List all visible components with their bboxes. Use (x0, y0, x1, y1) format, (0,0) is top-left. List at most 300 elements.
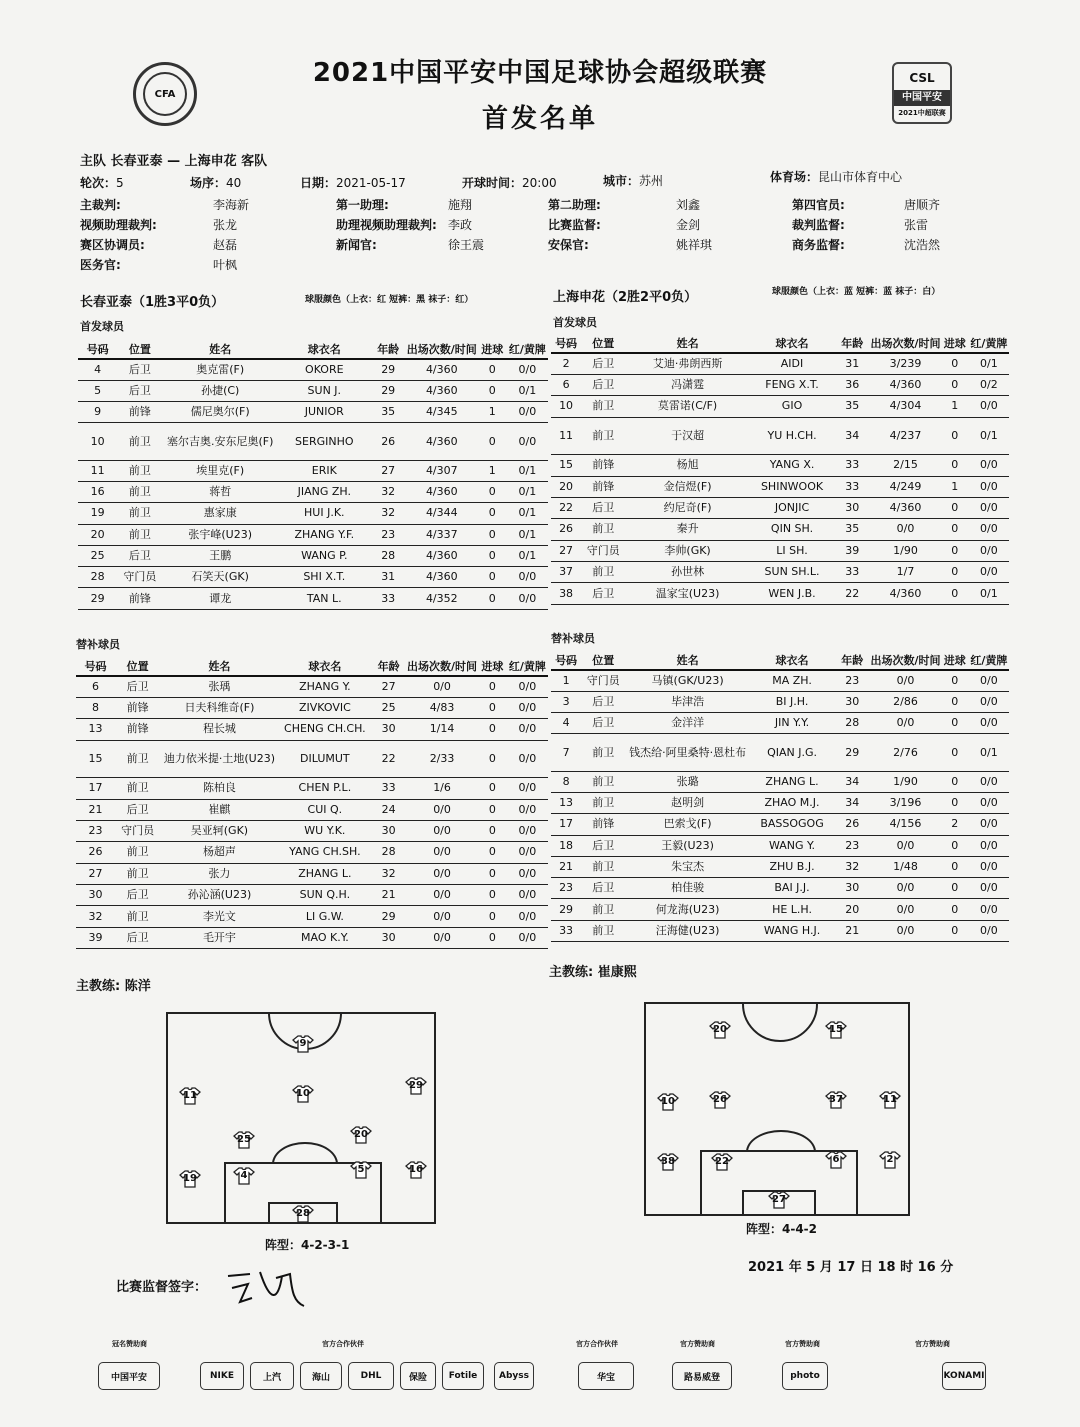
table-cell: 0/1 (507, 460, 548, 481)
table-cell: FENG X.T. (750, 374, 834, 395)
table-cell: 0/0 (870, 519, 940, 540)
table-cell: 前锋 (115, 719, 160, 740)
table-cell: 冯潇霆 (625, 374, 750, 395)
table-cell: 0/0 (507, 863, 548, 884)
table-cell: MAO K.Y. (279, 927, 372, 948)
official-name: 刘鑫 (676, 198, 701, 212)
official-label: 第一助理: (336, 198, 389, 212)
table-cell: 11 (551, 417, 581, 454)
title-sponsor-label: 冠名赞助商 (112, 1340, 147, 1348)
table-cell: 18 (551, 835, 581, 856)
table-row (76, 697, 548, 718)
official-name: 张龙 (213, 218, 238, 232)
player-shirt-icon (292, 1205, 314, 1223)
table-cell: 守门员 (115, 820, 160, 841)
table-cell: 守门员 (581, 670, 625, 691)
table-cell: 2/15 (870, 455, 940, 476)
column-header: 出场次数/时间 (406, 657, 478, 676)
table-cell: 0/0 (406, 820, 478, 841)
table-cell: 0/0 (507, 567, 548, 588)
table-cell: 于汉超 (625, 417, 750, 454)
table-cell: 0 (478, 927, 507, 948)
table-cell: 0 (941, 540, 969, 561)
player-shirt-number: 11 (183, 1090, 197, 1101)
column-header: 进球 (941, 651, 969, 670)
supplier-label-2: 官方赞助商 (785, 1340, 820, 1348)
table-cell: 0 (478, 863, 507, 884)
table-cell: 0 (941, 899, 969, 920)
city-label: 城市： (603, 174, 640, 188)
table-cell: ZHANG L. (279, 863, 372, 884)
official-label: 安保官: (548, 238, 589, 252)
table-cell: 0 (941, 417, 969, 454)
column-header: 出场次数/时间 (870, 651, 940, 670)
official-label: 视频助理裁判: (80, 218, 157, 232)
table-cell: 前卫 (581, 899, 625, 920)
table-cell: 32 (76, 906, 115, 927)
table-row (76, 906, 548, 927)
table-cell: 迪力依米提·土地(U23) (160, 740, 278, 777)
table-cell: SUN SH.L. (750, 562, 834, 583)
table-cell: 前卫 (117, 460, 162, 481)
table-cell: 0/0 (507, 842, 548, 863)
table-cell: 陈柏良 (160, 778, 278, 799)
table-cell: 0 (478, 676, 507, 697)
table-cell: 25 (78, 545, 117, 566)
table-cell: 24 (371, 799, 406, 820)
table-cell: 27 (551, 540, 581, 561)
table-cell: 4/83 (406, 697, 478, 718)
table-cell: JIN Y.Y. (750, 713, 834, 734)
table-cell: 0/1 (969, 734, 1009, 771)
table-cell: 27 (76, 863, 115, 884)
sponsor-logo: photo (782, 1362, 828, 1390)
table-cell: BAI J.J. (750, 878, 834, 899)
player-shirt-number: 25 (237, 1134, 251, 1145)
player-shirt-number: 10 (296, 1088, 310, 1099)
player-shirt-number: 28 (296, 1208, 310, 1219)
column-header: 红/黄牌 (507, 657, 548, 676)
table-cell: 0 (478, 842, 507, 863)
home-starters-table (78, 340, 548, 610)
table-cell: 0/0 (969, 899, 1009, 920)
table-cell: 0/0 (969, 540, 1009, 561)
table-cell: 0/0 (406, 885, 478, 906)
table-cell: 21 (76, 799, 115, 820)
title-sponsor-logo: 中国平安 (98, 1362, 160, 1390)
table-cell: 35 (834, 396, 870, 417)
table-row (551, 814, 1009, 835)
table-cell: HE L.H. (750, 899, 834, 920)
table-cell: 0/0 (969, 920, 1009, 941)
table-cell: WANG H.J. (750, 920, 834, 941)
table-row (76, 799, 548, 820)
away-team: 上海申花 (184, 154, 237, 169)
table-cell: 马镇(GK/U23) (625, 670, 750, 691)
table-row (551, 497, 1009, 518)
table-cell: SHINWOOK (750, 476, 834, 497)
table-cell: 杨旭 (625, 455, 750, 476)
table-row (551, 835, 1009, 856)
table-cell: 15 (551, 455, 581, 476)
match-no-info (190, 174, 241, 191)
table-cell: ZIVKOVIC (279, 697, 372, 718)
table-cell: 0/0 (969, 455, 1009, 476)
table-row (551, 899, 1009, 920)
player-shirt-icon (179, 1170, 201, 1188)
table-cell: 10 (78, 423, 117, 460)
table-cell: 30 (371, 719, 406, 740)
table-cell: 0/1 (969, 583, 1009, 604)
table-cell: JONJIC (750, 497, 834, 518)
table-cell: 0/0 (507, 885, 548, 906)
table-cell: 1/6 (406, 778, 478, 799)
table-cell: 33 (834, 562, 870, 583)
table-cell: 0 (941, 920, 969, 941)
table-cell: 35 (371, 402, 406, 423)
table-cell: 15 (76, 740, 115, 777)
official-label: 赛区协调员: (80, 238, 145, 252)
player-shirt-icon (825, 1091, 847, 1109)
table-cell: 奥克雷(F) (163, 359, 278, 380)
sponsor-logo: Abyss (494, 1362, 534, 1390)
table-cell: 4/360 (870, 374, 940, 395)
table-cell: ZHAO M.J. (750, 792, 834, 813)
table-header-row (551, 651, 1009, 670)
table-row (551, 562, 1009, 583)
table-cell: 前卫 (115, 863, 160, 884)
table-cell: 2 (551, 353, 581, 374)
table-cell: 21 (834, 920, 870, 941)
city-value: 苏州 (639, 174, 664, 188)
date-value: 2021-05-17 (336, 176, 406, 190)
table-row (551, 792, 1009, 813)
table-cell: 0 (941, 670, 969, 691)
table-cell: 何龙海(U23) (625, 899, 750, 920)
table-cell: YANG CH.SH. (279, 842, 372, 863)
table-cell: 0 (941, 691, 969, 712)
table-cell: 0/0 (507, 402, 548, 423)
table-cell: 后卫 (581, 374, 625, 395)
table-cell: 塞尔吉奥.安东尼奥(F) (163, 423, 278, 460)
table-cell: 1/90 (870, 540, 940, 561)
table-cell: SHI X.T. (278, 567, 371, 588)
table-header-row (78, 340, 548, 359)
table-cell: 0/0 (406, 842, 478, 863)
table-cell: 2/76 (870, 734, 940, 771)
table-cell: 0/0 (969, 814, 1009, 835)
csl-logo-year: 2021中超联赛 (898, 109, 946, 117)
round-label: 轮次： (80, 176, 117, 190)
table-row (78, 423, 548, 460)
table-cell: 艾迪·弗朗西斯 (625, 353, 750, 374)
table-cell: 0/1 (969, 353, 1009, 374)
column-header: 红/黄牌 (507, 340, 548, 359)
home-formation-pitch (166, 1012, 436, 1224)
table-cell: 0/0 (406, 799, 478, 820)
partner-label-1: 官方合作伙伴 (322, 1340, 364, 1348)
sponsor-logo: DHL (348, 1362, 394, 1390)
table-cell: LI SH. (750, 540, 834, 561)
table-cell: 前锋 (581, 476, 625, 497)
table-cell: 李帅(GK) (625, 540, 750, 561)
table-cell: 0 (941, 497, 969, 518)
column-header: 位置 (117, 340, 162, 359)
table-row (76, 820, 548, 841)
table-cell: 莫雷诺(C/F) (625, 396, 750, 417)
table-cell: 后卫 (581, 497, 625, 518)
table-cell: 33 (551, 920, 581, 941)
table-row (76, 863, 548, 884)
official-name: 唐顺齐 (904, 198, 941, 212)
table-cell: ZHANG Y. (279, 676, 372, 697)
player-shirt-number: 2 (886, 1154, 894, 1165)
table-cell: 2 (941, 814, 969, 835)
table-cell: 3/196 (870, 792, 940, 813)
table-cell: 0/0 (969, 497, 1009, 518)
table-cell: 张瑀 (160, 676, 278, 697)
table-cell: 26 (551, 519, 581, 540)
table-cell: 0/0 (406, 927, 478, 948)
table-cell: 后卫 (581, 691, 625, 712)
table-cell: 0 (941, 835, 969, 856)
table-cell: 23 (834, 835, 870, 856)
table-row (551, 396, 1009, 417)
table-cell: 30 (371, 820, 406, 841)
table-cell: 29 (551, 899, 581, 920)
table-cell: 3/239 (870, 353, 940, 374)
away-starters-label: 首发球员 (553, 316, 597, 329)
table-cell: 前卫 (117, 503, 162, 524)
column-header: 年龄 (371, 340, 406, 359)
table-cell: 0/1 (969, 417, 1009, 454)
table-cell: 29 (371, 359, 406, 380)
table-cell: 惠家康 (163, 503, 278, 524)
table-cell: 4/360 (406, 545, 478, 566)
table-cell: 1 (478, 460, 507, 481)
table-row (78, 380, 548, 401)
column-header: 姓名 (160, 657, 278, 676)
table-cell: 0/0 (870, 899, 940, 920)
table-row (551, 455, 1009, 476)
table-cell: 0 (941, 792, 969, 813)
table-cell: ZHANG Y.F. (278, 524, 371, 545)
table-cell: 巴索戈(F) (625, 814, 750, 835)
supervisor-signature (220, 1262, 310, 1312)
table-cell: 后卫 (115, 799, 160, 820)
table-cell: 0/0 (507, 359, 548, 380)
table-cell: 0/0 (507, 719, 548, 740)
column-header: 年龄 (834, 651, 870, 670)
table-cell: 21 (371, 885, 406, 906)
kickoff-info (462, 174, 557, 191)
official-name: 徐王震 (448, 238, 485, 252)
page-title: 2021中国平安中国足球协会超级联赛 (312, 58, 768, 88)
official-name: 张雷 (904, 218, 929, 232)
column-header: 位置 (581, 651, 625, 670)
table-cell: 0/0 (969, 476, 1009, 497)
table-cell: 前锋 (117, 402, 162, 423)
table-cell: 吴亚轲(GK) (160, 820, 278, 841)
table-cell: 前卫 (581, 920, 625, 941)
column-header: 位置 (115, 657, 160, 676)
table-cell: 前卫 (115, 740, 160, 777)
table-cell: 4/360 (870, 497, 940, 518)
table-cell: 10 (551, 396, 581, 417)
column-header: 号码 (76, 657, 115, 676)
table-cell: 毛开宇 (160, 927, 278, 948)
column-header: 进球 (478, 340, 507, 359)
table-cell: 22 (551, 497, 581, 518)
table-cell: 前卫 (581, 856, 625, 877)
table-cell: 前锋 (117, 588, 162, 609)
table-cell: 4/360 (870, 583, 940, 604)
table-cell: 0 (478, 380, 507, 401)
table-cell: 0 (478, 697, 507, 718)
column-header: 姓名 (625, 334, 750, 353)
table-cell: 0 (478, 740, 507, 777)
table-cell: WANG Y. (750, 835, 834, 856)
column-header: 位置 (581, 334, 625, 353)
column-header: 姓名 (625, 651, 750, 670)
column-header: 球衣名 (750, 651, 834, 670)
table-row (78, 545, 548, 566)
table-cell: 8 (76, 697, 115, 718)
table-cell: 1 (551, 670, 581, 691)
signature-label: 比赛监督签字： (116, 1280, 208, 1295)
table-cell: 32 (371, 503, 406, 524)
table-cell: 0 (941, 562, 969, 583)
table-row (76, 842, 548, 863)
player-shirt-icon (292, 1035, 314, 1053)
column-header: 姓名 (163, 340, 278, 359)
player-shirt-number: 26 (713, 1094, 727, 1105)
table-cell: 0 (478, 885, 507, 906)
date-label: 日期： (300, 176, 337, 190)
player-shirt-number: 10 (661, 1096, 675, 1107)
official-name: 叶枫 (213, 258, 238, 272)
table-cell: 0/0 (870, 713, 940, 734)
player-shirt-number: 4 (240, 1170, 248, 1181)
table-row (551, 417, 1009, 454)
partner-label-2: 官方合作伙伴 (576, 1340, 618, 1348)
table-cell: WU Y.K. (279, 820, 372, 841)
table-cell: 28 (834, 713, 870, 734)
table-cell: 0 (478, 719, 507, 740)
table-cell: 4/360 (406, 567, 478, 588)
cfa-logo-text: CFA (143, 72, 187, 116)
player-shirt-icon (709, 1091, 731, 1109)
table-cell: 19 (78, 503, 117, 524)
table-cell: 16 (78, 481, 117, 502)
table-cell: 13 (76, 719, 115, 740)
table-row (551, 519, 1009, 540)
table-cell: 0 (941, 771, 969, 792)
table-cell: 0 (941, 455, 969, 476)
table-cell: 26 (834, 814, 870, 835)
table-row (78, 567, 548, 588)
player-shirt-number: 5 (357, 1164, 365, 1175)
table-cell: 33 (371, 778, 406, 799)
table-cell: 后卫 (581, 583, 625, 604)
kickoff-value: 20:00 (522, 176, 557, 190)
table-cell: CUI Q. (279, 799, 372, 820)
table-cell: 孙世林 (625, 562, 750, 583)
table-row (551, 476, 1009, 497)
table-row (551, 691, 1009, 712)
table-cell: 王鹏 (163, 545, 278, 566)
table-cell: 温家宝(U23) (625, 583, 750, 604)
table-cell: 34 (834, 771, 870, 792)
table-cell: 埃里克(F) (163, 460, 278, 481)
table-cell: 30 (834, 691, 870, 712)
table-cell: 37 (551, 562, 581, 583)
away-formation: 阵型：4-4-2 (746, 1222, 818, 1236)
table-cell: 0/0 (507, 906, 548, 927)
match-no-value: 40 (226, 176, 242, 190)
table-cell: 4 (551, 713, 581, 734)
table-cell: 9 (78, 402, 117, 423)
player-shirt-icon (405, 1077, 427, 1095)
table-cell: 后卫 (581, 353, 625, 374)
table-cell: 11 (78, 460, 117, 481)
table-cell: 34 (834, 792, 870, 813)
player-shirt-number: 15 (829, 1024, 843, 1035)
table-cell: 13 (551, 792, 581, 813)
table-cell: 6 (551, 374, 581, 395)
table-cell: 0/1 (507, 503, 548, 524)
table-row (551, 374, 1009, 395)
table-cell: 30 (371, 927, 406, 948)
table-cell: 0 (478, 906, 507, 927)
table-cell: 1/90 (870, 771, 940, 792)
table-cell: 7 (551, 734, 581, 771)
table-cell: 0/2 (969, 374, 1009, 395)
table-cell: 前卫 (581, 792, 625, 813)
table-cell: 0/0 (507, 778, 548, 799)
table-cell: 前卫 (115, 842, 160, 863)
player-shirt-icon (879, 1151, 901, 1169)
table-cell: 31 (834, 353, 870, 374)
table-cell: 守门员 (581, 540, 625, 561)
table-cell: 35 (834, 519, 870, 540)
table-cell: 0/0 (969, 771, 1009, 792)
table-cell: 30 (834, 497, 870, 518)
table-row (551, 540, 1009, 561)
table-cell: 前锋 (581, 814, 625, 835)
table-cell: CHEN P.L. (279, 778, 372, 799)
kickoff-label: 开球时间： (462, 176, 523, 190)
table-cell: 0/0 (969, 713, 1009, 734)
player-shirt-icon (350, 1126, 372, 1144)
column-header: 球衣名 (750, 334, 834, 353)
table-cell: 20 (78, 524, 117, 545)
table-cell: 后卫 (581, 878, 625, 899)
table-cell: 0/0 (969, 691, 1009, 712)
table-cell: SUN J. (278, 380, 371, 401)
table-cell: 0/0 (507, 927, 548, 948)
sponsor-logo: 上汽 (250, 1362, 294, 1390)
table-header-row (551, 334, 1009, 353)
table-cell: 2/86 (870, 691, 940, 712)
table-cell: QIAN J.G. (750, 734, 834, 771)
table-cell: 谭龙 (163, 588, 278, 609)
official-label: 第四官员: (792, 198, 845, 212)
table-cell: 后卫 (117, 545, 162, 566)
table-cell: JUNIOR (278, 402, 371, 423)
table-cell: 28 (78, 567, 117, 588)
official-label: 助理视频助理裁判: (336, 218, 437, 232)
